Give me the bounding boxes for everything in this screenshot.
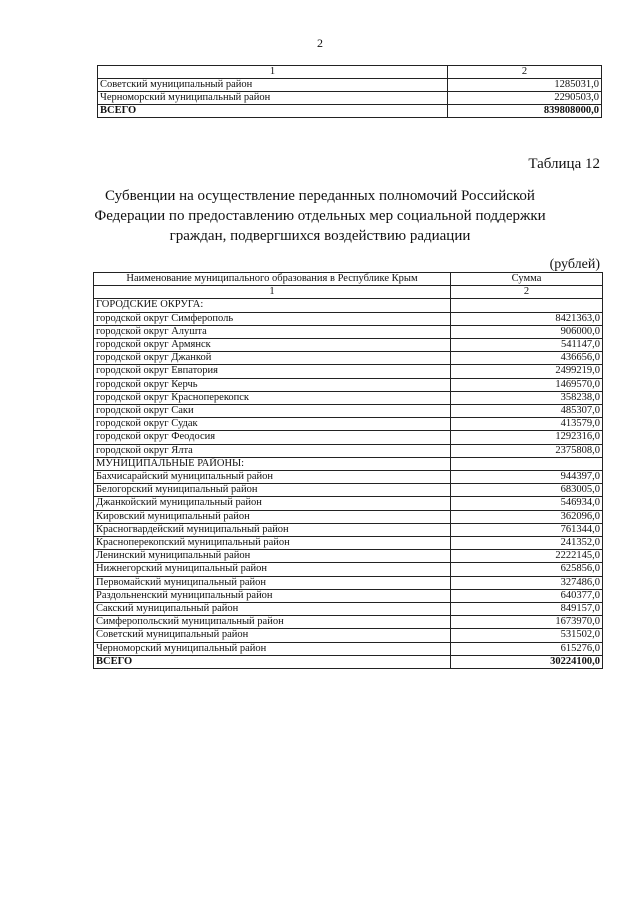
table-label: Таблица 12 [528,156,600,172]
row-name: Раздольненский муниципальный район [94,589,451,602]
table-title: Субвенции на осуществление переданных полномочий Российской Федерации по предоставлению отдельных мер социальной поддержки граждан, подвергшихся воздействию радиации [94,188,546,244]
row-name: ВСЕГО [98,105,448,118]
row-name: городской округ Алушта [94,325,451,338]
row-sum: 615276,0 [451,642,603,655]
row-name: Черноморский муниципальный район [94,642,451,655]
row-name: Сакский муниципальный район [94,603,451,616]
row-sum: 944397,0 [451,471,603,484]
row-sum: 8421363,0 [451,312,603,325]
row-name: Ленинский муниципальный район [94,550,451,563]
column-number-row [94,286,603,299]
row-name: Симферопольский муниципальный район [94,616,451,629]
page-number: 2 [317,36,323,50]
row-name: городской округ Симферополь [94,312,451,325]
row-sum: 436656,0 [451,352,603,365]
table-row [94,325,603,338]
table-row [94,563,603,576]
row-sum: 541147,0 [451,339,603,352]
row-name: Советский муниципальный район [98,79,448,92]
continued-table [97,65,602,118]
table-row [98,79,602,92]
row-sum: 1673970,0 [451,616,603,629]
row-name: Красноперекопский муниципальный район [94,537,451,550]
row-name: Кировский муниципальный район [94,510,451,523]
table-row [94,523,603,536]
row-name: Советский муниципальный район [94,629,451,642]
row-name: Белогорский муниципальный район [94,484,451,497]
row-sum: 2290503,0 [448,92,602,105]
table-row [94,642,603,655]
column-number: 2 [448,66,602,79]
row-name: городской округ Керчь [94,378,451,391]
table-row [94,550,603,563]
row-name: городской округ Армянск [94,339,451,352]
row-name: городской округ Джанкой [94,352,451,365]
row-name: городской округ Феодосия [94,431,451,444]
row-name: Красногвардейский муниципальный район [94,523,451,536]
row-sum: 683005,0 [451,484,603,497]
row-sum: 761344,0 [451,523,603,536]
row-sum: 413579,0 [451,418,603,431]
row-sum: 839808000,0 [448,105,602,118]
row-name: Джанкойский муниципальный район [94,497,451,510]
table-row [94,484,603,497]
unit-label: (рублей) [549,257,600,272]
row-sum: 2222145,0 [451,550,603,563]
table-row [94,418,603,431]
table-row [98,92,602,105]
row-sum: 2499219,0 [451,365,603,378]
column-header-sum: Сумма [451,273,603,286]
row-name: МУНИЦИПАЛЬНЫЕ РАЙОНЫ: [94,457,451,470]
row-name: городской округ Саки [94,405,451,418]
row-name: ВСЕГО [94,655,451,668]
table-row [94,378,603,391]
row-name: Черноморский муниципальный район [98,92,448,105]
table-row [94,391,603,404]
column-number: 1 [94,286,451,299]
row-name: Бахчисарайский муниципальный район [94,471,451,484]
row-sum: 640377,0 [451,589,603,602]
row-name: ГОРОДСКИЕ ОКРУГА: [94,299,451,312]
section-row-urban [94,299,603,312]
table-row [94,576,603,589]
table-row [94,365,603,378]
table-row [94,431,603,444]
table-row [94,497,603,510]
table-row [94,603,603,616]
column-header-name: Наименование муниципального образования в Республике Крым [94,273,451,286]
table-row [94,312,603,325]
table-row [94,629,603,642]
row-name: Нижнегорский муниципальный район [94,563,451,576]
row-name: городской округ Ялта [94,444,451,457]
row-sum: 1469570,0 [451,378,603,391]
row-name: городской округ Евпатория [94,365,451,378]
table-row [94,589,603,602]
table-header-row [98,66,602,79]
row-sum: 2375808,0 [451,444,603,457]
row-sum: 362096,0 [451,510,603,523]
section-row-districts [94,457,603,470]
row-sum: 546934,0 [451,497,603,510]
row-sum: 531502,0 [451,629,603,642]
table-row [94,510,603,523]
table-row [94,352,603,365]
row-name: городской округ Красноперекопск [94,391,451,404]
total-row [94,655,603,668]
row-sum [451,457,603,470]
table-row [94,616,603,629]
row-sum: 327486,0 [451,576,603,589]
table-row [94,444,603,457]
table-row [94,405,603,418]
row-name: Первомайский муниципальный район [94,576,451,589]
total-row [98,105,602,118]
row-sum [451,299,603,312]
row-sum: 906000,0 [451,325,603,338]
column-number: 2 [451,286,603,299]
row-sum: 849157,0 [451,603,603,616]
row-sum: 30224100,0 [451,655,603,668]
table-row [94,471,603,484]
subvention-table [93,272,603,669]
table-row [94,339,603,352]
row-sum: 485307,0 [451,405,603,418]
row-sum: 241352,0 [451,537,603,550]
row-sum: 1285031,0 [448,79,602,92]
column-number: 1 [98,66,448,79]
row-sum: 1292316,0 [451,431,603,444]
row-sum: 358238,0 [451,391,603,404]
row-sum: 625856,0 [451,563,603,576]
row-name: городской округ Судак [94,418,451,431]
table-header-row [94,273,603,286]
table-row [94,537,603,550]
